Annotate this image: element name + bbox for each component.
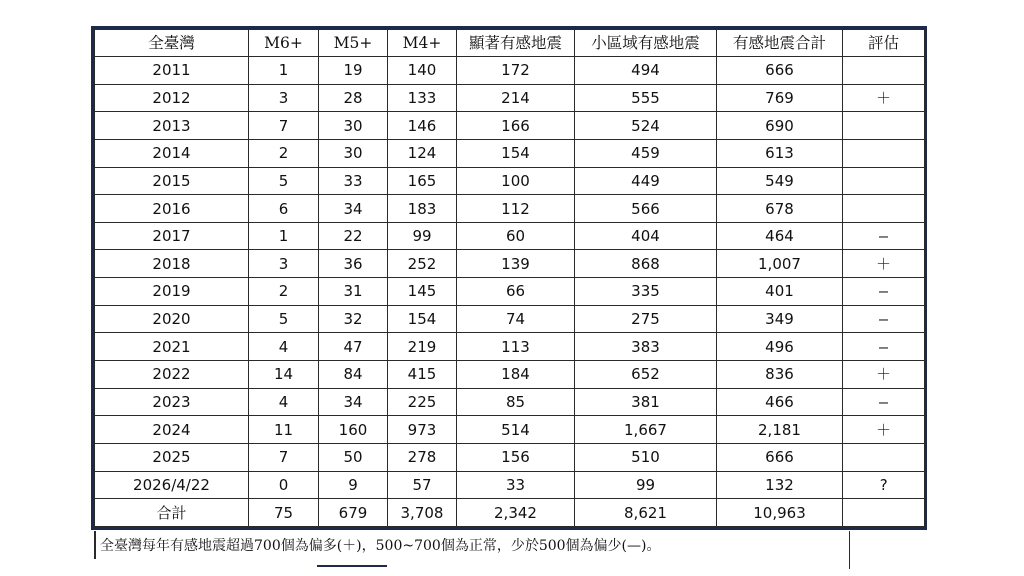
table-row [95,250,925,278]
table-cell: 154 [388,305,457,333]
header-felt-total: 有感地震合計 [717,30,843,57]
table-cell: 769 [717,84,843,112]
table-cell: 8,621 [575,499,717,527]
table-cell: 449 [575,167,717,195]
table-cell: 2012 [95,84,249,112]
table-cell: 2 [249,278,319,306]
table-cell: 30 [319,139,388,167]
table-cell: — [843,388,925,416]
table-cell: 85 [457,388,575,416]
table-cell: 383 [575,333,717,361]
table-cell: 214 [457,84,575,112]
table-cell: 5 [249,167,319,195]
table-cell: 10,963 [717,499,843,527]
table-cell: 154 [457,139,575,167]
table-cell: 112 [457,195,575,223]
table-cell: 132 [717,471,843,499]
table-cell: 2018 [95,250,249,278]
header-row [95,30,925,57]
table-cell [843,167,925,195]
table-cell: 252 [388,250,457,278]
table-cell: 549 [717,167,843,195]
table-cell: 156 [457,443,575,471]
table-row [95,471,925,499]
table-cell: 32 [319,305,388,333]
note-row [94,531,924,559]
table-cell: 335 [575,278,717,306]
table-cell [843,443,925,471]
table-row [95,195,925,223]
table-row [95,333,925,361]
table-cell [843,195,925,223]
table-cell: 2014 [95,139,249,167]
table-cell: 2,342 [457,499,575,527]
table-cell: 2 [249,139,319,167]
table-cell: 1 [249,222,319,250]
note-left-border [94,531,96,559]
table-row [95,388,925,416]
table-cell: 2011 [95,57,249,85]
table-cell: 4 [249,333,319,361]
table-cell: 555 [575,84,717,112]
table-cell: 2025 [95,443,249,471]
table-cell [843,139,925,167]
table-cell: 679 [319,499,388,527]
table-row [95,139,925,167]
table-cell: 2023 [95,388,249,416]
table-cell: 510 [575,443,717,471]
table-cell: 165 [388,167,457,195]
table-cell: 160 [319,416,388,444]
table-cell: 139 [457,250,575,278]
table-cell: 60 [457,222,575,250]
total-row [95,499,925,527]
table-cell: 172 [457,57,575,85]
table-cell: ? [843,471,925,499]
table-cell: 7 [249,112,319,140]
table-cell: 9 [319,471,388,499]
table-cell: 19 [319,57,388,85]
table-cell: 7 [249,443,319,471]
table-row [95,361,925,389]
table-cell: 145 [388,278,457,306]
table-cell: 3 [249,250,319,278]
table-row [95,57,925,85]
table-cell: — [843,333,925,361]
header-region: 全臺灣 [95,30,249,57]
table-cell: — [843,305,925,333]
table-cell: — [843,222,925,250]
table-cell: 973 [388,416,457,444]
table-cell: 349 [717,305,843,333]
table-cell: 2024 [95,416,249,444]
table-cell: 99 [575,471,717,499]
table-cell: 678 [717,195,843,223]
table-cell: 1 [249,57,319,85]
table-cell: 47 [319,333,388,361]
header-m4: M4+ [388,30,457,57]
table-cell: 166 [457,112,575,140]
table-cell: ＋ [843,250,925,278]
table-cell: 275 [575,305,717,333]
table-cell: 2020 [95,305,249,333]
table-cell: 57 [388,471,457,499]
table-cell: 34 [319,195,388,223]
table-cell: 2021 [95,333,249,361]
table-cell: 464 [717,222,843,250]
table-cell: 868 [575,250,717,278]
table-cell: 225 [388,388,457,416]
table-cell: 2019 [95,278,249,306]
table-cell: 466 [717,388,843,416]
table-cell: 514 [457,416,575,444]
table-cell: 14 [249,361,319,389]
table-cell: 74 [457,305,575,333]
table-cell: 2026/4/22 [95,471,249,499]
table-cell: 22 [319,222,388,250]
table-cell: 2022 [95,361,249,389]
table-cell: 11 [249,416,319,444]
table-cell: 566 [575,195,717,223]
table-cell: 496 [717,333,843,361]
table-row [95,167,925,195]
table-cell: 184 [457,361,575,389]
table-cell: 33 [457,471,575,499]
header-m5: M5+ [319,30,388,57]
table-cell: 459 [575,139,717,167]
header-significant: 顯著有感地震 [457,30,575,57]
table-cell: 84 [319,361,388,389]
table-cell [843,112,925,140]
table-cell: 401 [717,278,843,306]
table-cell: 100 [457,167,575,195]
table-cell: 666 [717,57,843,85]
table-cell: ＋ [843,84,925,112]
table-cell: 219 [388,333,457,361]
header-local: 小區域有感地震 [575,30,717,57]
table-cell: 404 [575,222,717,250]
table-cell: 4 [249,388,319,416]
table-cell [843,499,925,527]
table-cell: 33 [319,167,388,195]
table-cell [843,57,925,85]
bottom-strip [317,565,387,567]
table-cell: 75 [249,499,319,527]
table-cell: 99 [388,222,457,250]
table-cell: ＋ [843,361,925,389]
table-cell: 146 [388,112,457,140]
table-cell: 2013 [95,112,249,140]
table-row [95,305,925,333]
note-text: 全臺灣每年有感地震超過700個為偏多(＋)，500~700個為正常，少於500個為偏少(—)。 [100,538,661,554]
table-row [95,222,925,250]
table-cell: 0 [249,471,319,499]
table-cell: 2016 [95,195,249,223]
table-cell: 2,181 [717,416,843,444]
table-cell: 613 [717,139,843,167]
table-row [95,278,925,306]
table-cell: 183 [388,195,457,223]
table-cell: 381 [575,388,717,416]
table-cell: 524 [575,112,717,140]
table-cell: 34 [319,388,388,416]
table-cell: 133 [388,84,457,112]
table-cell: 113 [457,333,575,361]
table-cell: 31 [319,278,388,306]
header-m6: M6+ [249,30,319,57]
table-cell: — [843,278,925,306]
table-cell: 3,708 [388,499,457,527]
table-cell: 5 [249,305,319,333]
table-cell: 30 [319,112,388,140]
note-right-border [849,531,850,569]
table-cell: 2015 [95,167,249,195]
table-cell: 36 [319,250,388,278]
earthquake-table [94,29,925,527]
table-cell: 652 [575,361,717,389]
table-cell: 1,007 [717,250,843,278]
table-cell: 278 [388,443,457,471]
table-cell: 6 [249,195,319,223]
header-evaluation: 評估 [843,30,925,57]
table-row [95,443,925,471]
table-cell: 494 [575,57,717,85]
table-cell: 2017 [95,222,249,250]
table-cell: 836 [717,361,843,389]
table-cell: 50 [319,443,388,471]
table-cell: 690 [717,112,843,140]
table-cell: 140 [388,57,457,85]
table-cell: 66 [457,278,575,306]
table-cell: 124 [388,139,457,167]
table-cell: 28 [319,84,388,112]
table-cell: 415 [388,361,457,389]
table-row [95,416,925,444]
table-cell: ＋ [843,416,925,444]
table-cell: 合計 [95,499,249,527]
table-cell: 1,667 [575,416,717,444]
table-cell: 666 [717,443,843,471]
table-body [95,57,925,527]
table-row [95,112,925,140]
table-row [95,84,925,112]
table-cell: 3 [249,84,319,112]
